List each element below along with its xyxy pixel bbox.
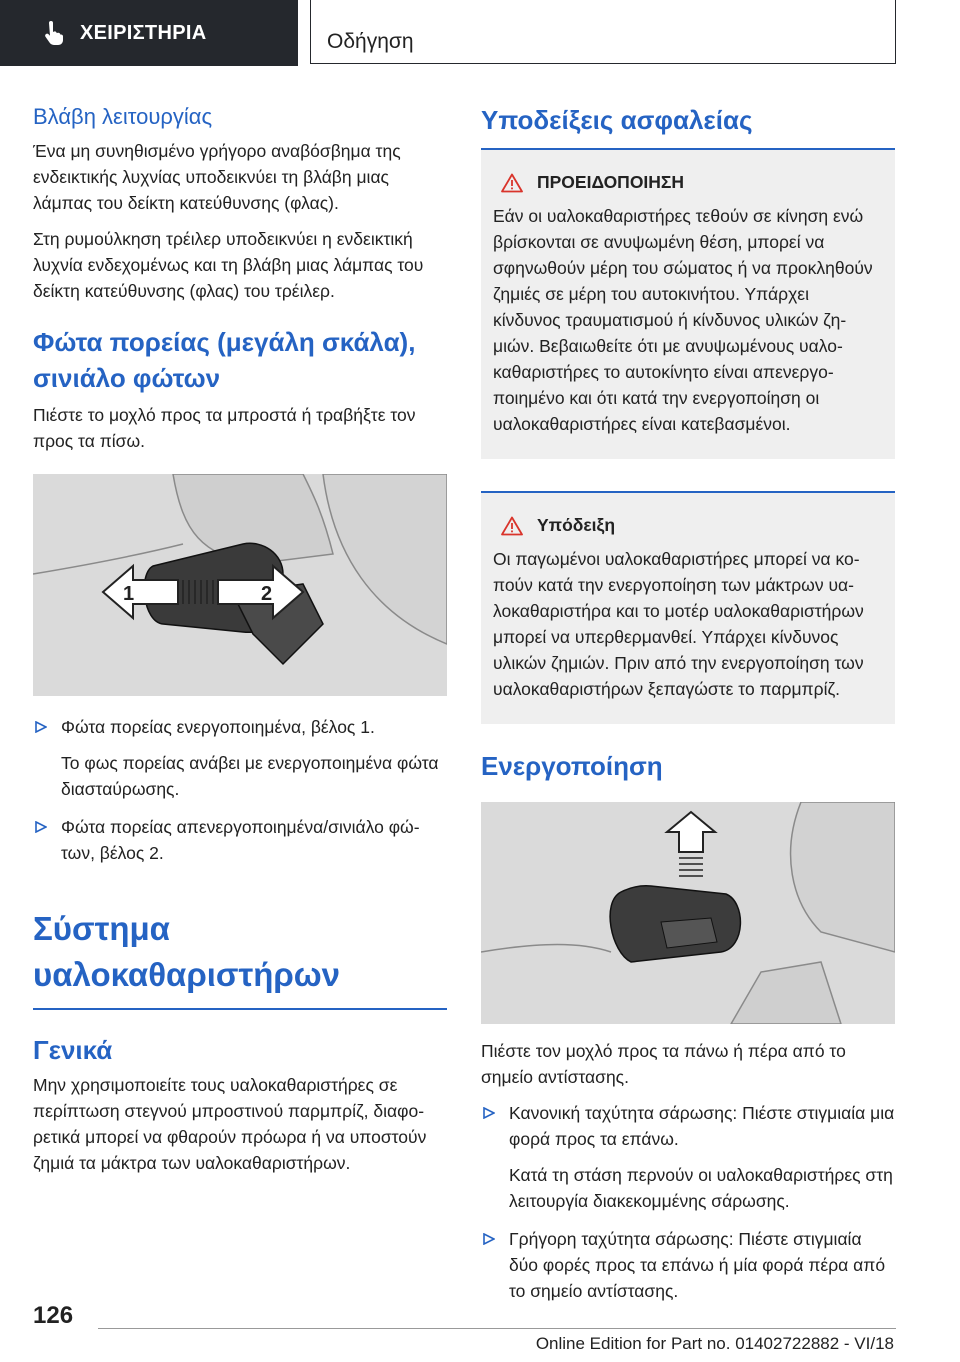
- triangle-bullet-icon: [483, 1107, 495, 1119]
- highbeam-figure: [33, 474, 447, 696]
- safety-heading: Υποδείξεις ασφαλείας: [481, 105, 753, 135]
- triangle-bullet-icon: [35, 721, 47, 733]
- list-item-text: Γρήγορη ταχύτητα σάρωσης: Πιέστε στιγμιαία δύο φορές προς τα επάνω ή μία φορά πέρα από το σημείο αντίστασης.: [509, 1229, 886, 1301]
- failure-paragraph-1: Ένα μη συνηθισμένο γρήγορο αναβόσβημα της ενδεικτικής λυχνίας υποδεικνύει τη βλάβη μιας λάμπας του δείκτη κατεύθυνσης (φλας).: [33, 141, 401, 213]
- wiper-stalk-illustration: [481, 802, 895, 1024]
- warning-triangle-icon: [501, 173, 523, 193]
- triangle-bullet-icon: [35, 821, 47, 833]
- general-heading: Γενικά: [33, 1035, 113, 1065]
- chapter-tab-label: ΧΕΙΡΙΣΤΗΡΙΑ: [80, 21, 207, 44]
- list-item: [33, 814, 447, 866]
- general-paragraph: Μην χρησιμοποιείτε τους υαλοκαθαριστήρες σε περίπτωση στεγνού μπροστινού παρμπρίζ, διαφορετικά μπορεί να φθαρούν πρόωρα ή να υποστούν ζημιά τα μάκτρα των υαλοκαθαριστήρων.: [33, 1075, 427, 1173]
- failure-paragraph-2: Στη ρυμούλκηση τρέιλερ υποδεικνύει η ενδεικτική λυχνία ενδεχομένως και τη βλάβη μιας λάμπας του δείκτη κατεύθυνσης (φλας) του τρέιλερ.: [33, 229, 424, 301]
- footer-rule: [98, 1328, 896, 1329]
- right-column: [481, 96, 895, 1316]
- stalk-illustration: [33, 474, 447, 696]
- activation-heading: Ενεργοποίηση: [481, 751, 663, 781]
- caution-triangle-icon: [501, 516, 523, 536]
- wiper-system-heading: Σύστημα υαλοκαθαριστήρων: [33, 910, 341, 993]
- list-item: [481, 1100, 895, 1214]
- warning-header: [493, 172, 881, 193]
- arrow-1-label: 1: [123, 583, 135, 605]
- page-footer: [0, 1290, 960, 1362]
- triangle-bullet-icon: [483, 1233, 495, 1245]
- list-item-subtext: Το φως πορείας ανάβει με ενεργοποιημένα φώτα διασταύρωσης.: [61, 753, 439, 799]
- section-box: [310, 0, 896, 64]
- edition-text: Online Edition for Part no. 01402722882 - VI/18: [535, 1334, 894, 1353]
- list-item-subtext: Κατά τη στάση περνούν οι υαλοκαθαριστήρες στη λειτουργία διακεκομμένης σάρωσης.: [509, 1165, 893, 1211]
- highbeam-paragraph: Πιέστε το μοχλό προς τα μπροστά ή τραβήξτε τον προς τα πίσω.: [33, 405, 416, 451]
- activation-figure: [481, 802, 895, 1024]
- failure-heading: Βλάβη λειτουργίας: [33, 104, 213, 129]
- left-column: [33, 96, 447, 1186]
- page-header: [0, 0, 960, 66]
- chapter-tab[interactable]: [0, 0, 298, 66]
- section-divider: [33, 1008, 447, 1010]
- list-item: [33, 714, 447, 802]
- hand-pointer-icon: [40, 20, 66, 46]
- section-label: Οδήγηση: [327, 30, 414, 53]
- list-item-text: Κανονική ταχύτητα σάρωσης: Πιέστε στιγμιαία μια φορά προς τα επάνω.: [509, 1103, 895, 1149]
- hint-text: Οι παγωμένοι υαλοκαθαριστήρες μπορεί να κοπούν κατά την ενεργοποίηση των μάκτρων υαλοκαθαριστήρα και το μοτέρ υαλοκαθαριστήρων μπορεί να υπερθερμανθεί. Υπάρχει κίνδυνος υλικών ζημιών. Πριν από την ενεργοποίηση των υαλοκαθαριστήρων ξεπαγώστε το παρμπρίζ.: [493, 549, 864, 699]
- list-item-text: Φώτα πορείας απενεργοποιημένα/σινιάλο φώτων, βέλος 2.: [61, 817, 420, 863]
- warning-title: ΠΡΟΕΙΔΟΠΟΙΗΣΗ: [537, 172, 685, 192]
- list-item-text: Φώτα πορείας ενεργοποιημένα, βέλος 1.: [61, 717, 375, 737]
- arrow-2-label: 2: [261, 583, 273, 605]
- activation-list: [481, 1100, 895, 1304]
- warning-text: Εάν οι υαλοκαθαριστήρες τεθούν σε κίνηση ενώ βρίσκονται σε ανυψωμένη θέση, μπορεί να σφηνωθούν μέρη του σώματος ή να προκληθούν ζημιές σε μέρη του αυτοκινήτου. Υπάρχει κίνδυνος τραυματισμού ή κίνδυνος υλικών ζημιών. Βεβαιωθείτε ότι με ανυψωμένους υαλοκαθαριστήρες το αυτοκίνητο είναι απενεργοποιημένο και ότι κατά την ενεργοποίηση οι υαλοκαθαριστήρες είναι κατεβασμένοι.: [493, 206, 873, 434]
- hint-header: [493, 515, 881, 536]
- page-number: 126: [33, 1302, 74, 1329]
- warning-box: [481, 150, 895, 459]
- highbeam-heading: Φώτα πορείας (μεγάλη σκάλα), σινιάλο φώτων: [33, 327, 416, 393]
- hint-box: [481, 493, 895, 724]
- hint-title: Υπόδειξη: [537, 515, 616, 535]
- highbeam-list: [33, 714, 447, 866]
- activation-paragraph: Πιέστε τον μοχλό προς τα πάνω ή πέρα από το σημείο αντίστασης.: [481, 1041, 846, 1087]
